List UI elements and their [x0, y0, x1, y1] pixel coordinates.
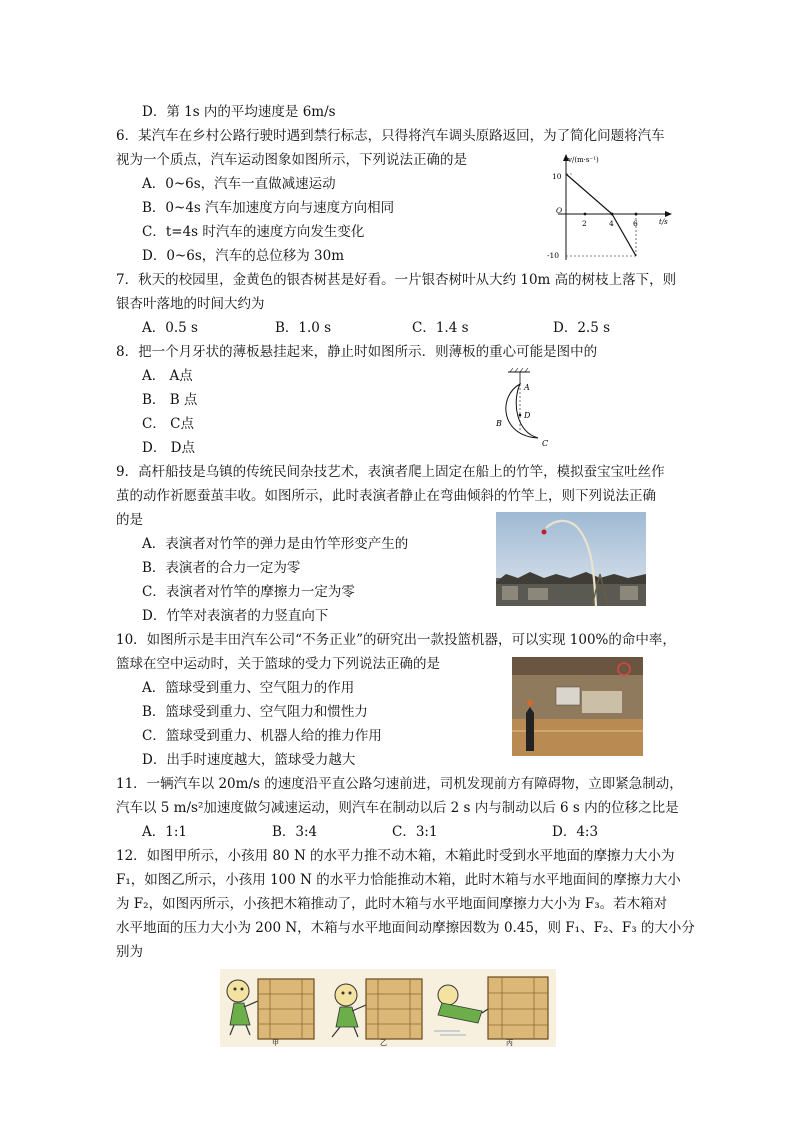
- q11-option-b: B．3:4: [272, 824, 318, 840]
- q12-stem-4: 水平地面的压力大小为 200 N，木箱与水平地面间动摩擦因数为 0.45，则 F₁、F₂、F₃ 的大小分: [116, 920, 695, 936]
- q8-stem-1: 8．把一个月牙状的薄板悬挂起来，静止时如图所示．则薄板的重心可能是图中的: [116, 344, 598, 360]
- origin-label: O: [556, 206, 563, 215]
- q8-option-a: A． A点: [142, 368, 193, 384]
- q9-stem-1: 9．高杆船技是乌镇的传统民间杂技艺术，表演者爬上固定在船上的竹竿，模拟蚕宝宝吐丝作: [116, 464, 665, 480]
- q12-stem-5: 别为: [116, 944, 143, 960]
- q10-option-c: C．篮球受到重力、机器人给的推力作用: [142, 728, 382, 744]
- q6-vt-graph: [528, 152, 678, 268]
- q7-option-a: A．0.5 s: [142, 320, 198, 336]
- q12-stem-1: 12．如图甲所示，小孩用 80 N 的水平力推不动木箱，木箱此时受到水平地面的摩擦力大小为: [116, 848, 675, 864]
- q7-stem-2: 银杏叶落地的时间大约为: [116, 296, 265, 312]
- x-tick-2-dot: [584, 213, 587, 216]
- label-jia: 甲: [272, 1039, 279, 1047]
- x-tick-6: 6: [633, 219, 638, 228]
- x-axis-label: t/s: [659, 218, 668, 226]
- q9-stem-2: 茧的动作祈愿蚕茧丰收。如图所示，此时表演者静止在弯曲倾斜的竹竿上，则下列说法正确: [116, 488, 656, 504]
- q10-option-d: D．出手时速度越大，篮球受力越大: [142, 752, 356, 768]
- q11-stem-2: 汽车以 5 m/s²加速度做匀减速运动，则汽车在制动以后 2 s 内与制动以后 6 s 内的位移之比是: [116, 800, 679, 816]
- q7-option-c: C．1.4 s: [412, 320, 469, 336]
- label-d: D: [524, 411, 531, 420]
- q10-stem-1: 10．如图所示是丰田汽车公司“不务正业”的研究出一款投篮机器，可以实现 100%的命中率，: [116, 632, 676, 648]
- q6-stem-1: 6．某汽车在乡村公路行驶时遇到禁行标志，只得将汽车调头原路返回，为了简化问题将汽车: [116, 128, 665, 144]
- crescent-plate: [506, 384, 538, 438]
- ceiling: [512, 657, 643, 675]
- q9-bamboo-pole-photo: [496, 512, 646, 606]
- vt-line: [566, 174, 636, 256]
- q9-option-c: C．表演者对竹竿的摩擦力一定为零: [142, 584, 355, 600]
- q6-option-b: B．0~4s 汽车加速度方向与速度方向相同: [142, 200, 395, 216]
- q10-basketball-robot-photo: [512, 657, 643, 756]
- q12-stem-2: F₁，如图乙所示，小孩用 100 N 的水平力恰能推动木箱，此时木箱与水平地面间的摩擦力大小: [116, 872, 681, 888]
- label-a: A: [524, 383, 530, 392]
- label-yi: 乙: [380, 1039, 387, 1047]
- backboard: [556, 687, 580, 705]
- x-tick-4: 4: [609, 219, 614, 228]
- y-axis-label: v/(m·s⁻¹): [568, 156, 599, 164]
- q7-stem-1: 7．秋天的校园里，金黄色的银杏树甚是好看。一片银杏树叶从大约 10m 高的树枝上落下，则: [116, 272, 677, 288]
- point-d: [519, 414, 522, 417]
- q8-option-b: B． B 点: [142, 392, 198, 408]
- q11-stem-1: 11．一辆汽车以 20m/s 的速度沿平直公路匀速前进，司机发现前方有障碍物，立即紧急制动，: [116, 776, 683, 792]
- performer: [542, 530, 547, 535]
- child-head: [438, 985, 458, 1005]
- label-c: C: [542, 439, 549, 448]
- q12-push-box-figure: [220, 969, 556, 1047]
- child-head: [335, 984, 357, 1006]
- basketball: [527, 700, 533, 706]
- q6-option-a: A．0~6s，汽车一直做减速运动: [142, 176, 336, 192]
- y-tick-10: 10: [552, 172, 562, 181]
- q11-option-a: A．1:1: [142, 824, 187, 840]
- q9-stem-3: 的是: [116, 512, 143, 528]
- x-tick-2: 2: [582, 219, 587, 228]
- q6-option-d: D．0~6s，汽车的总位移为 30m: [142, 248, 345, 264]
- label-b: B: [496, 419, 502, 428]
- q10-option-a: A．篮球受到重力、空气阻力的作用: [142, 680, 355, 696]
- q6-option-c: C．t=4s 时汽车的速度方向发生变化: [142, 224, 365, 240]
- q7-option-b: B．1.0 s: [275, 320, 332, 336]
- q10-option-b: B．篮球受到重力、空气阻力和惯性力: [142, 704, 368, 720]
- label-bing: 丙: [506, 1039, 513, 1047]
- q9-option-d: D．竹竿对表演者的力竖直向下: [142, 608, 329, 624]
- q6-stem-2: 视为一个质点，汽车运动图象如图所示，下列说法正确的是: [116, 152, 467, 168]
- q11-option-c: C．3:1: [392, 824, 438, 840]
- q8-option-c: C． C点: [142, 416, 194, 432]
- q10-stem-2: 篮球在空中运动时，关于篮球的受力下列说法正确的是: [116, 656, 440, 672]
- prev-option-d: D．第 1s 内的平均速度是 6m/s: [142, 104, 336, 120]
- q11-option-d: D．4:3: [552, 824, 599, 840]
- q9-option-b: B．表演者的合力一定为零: [142, 560, 301, 576]
- q7-option-d: D．2.5 s: [553, 320, 611, 336]
- robot: [526, 707, 534, 751]
- q9-option-a: A．表演者对竹竿的弹力是由竹竿形变产生的: [142, 536, 409, 552]
- q12-stem-3: 为 F₂，如图丙所示，小孩把木箱推动了，此时木箱与水平地面间摩擦力大小为 F₃。若木箱对: [116, 896, 668, 912]
- child-head: [227, 980, 249, 1002]
- wooden-box-moving: [488, 977, 548, 1039]
- y-tick-minus10: -10: [547, 251, 560, 260]
- q8-option-d: D． D点: [142, 440, 195, 456]
- q8-crescent-figure: [490, 366, 560, 448]
- x-axis-arrow: [665, 211, 672, 217]
